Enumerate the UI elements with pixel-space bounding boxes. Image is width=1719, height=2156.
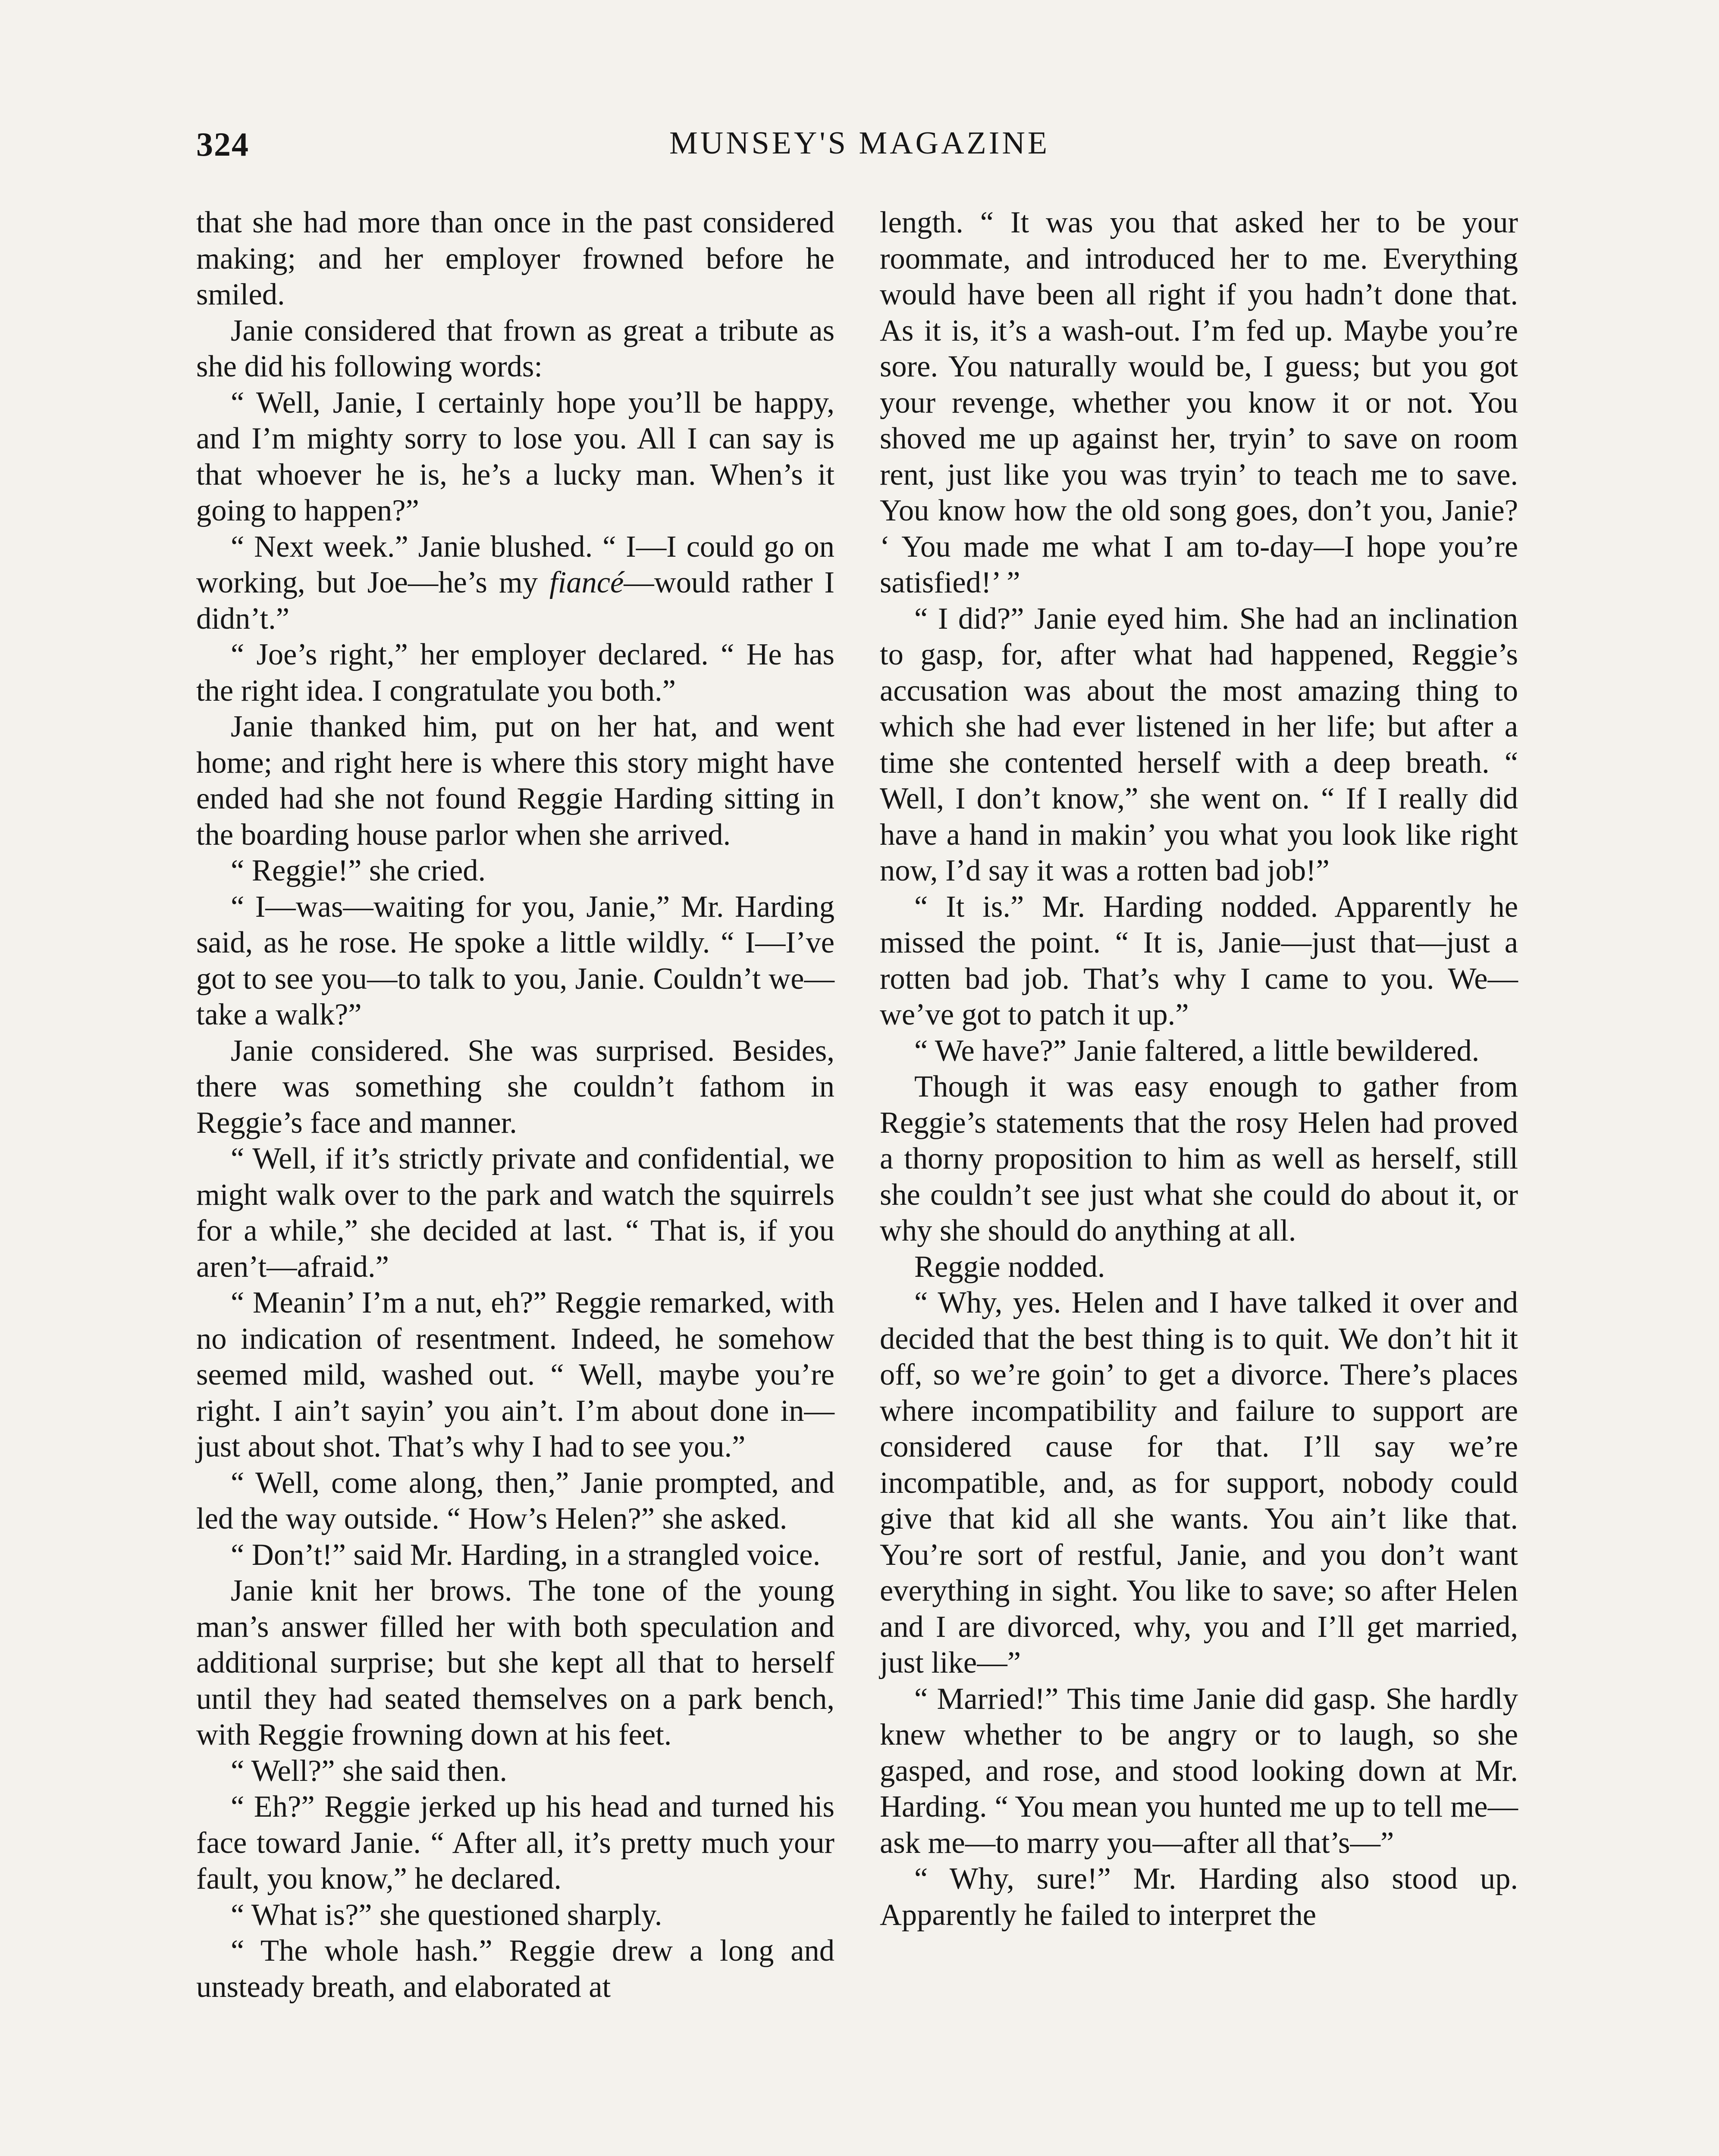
paragraph: “ Why, sure!” Mr. Harding also stood up. Apparently he failed to interpret the bbox=[880, 1862, 1518, 1932]
paragraph: Reggie nodded. bbox=[914, 1250, 1105, 1284]
paragraph: “ The whole hash.” Reggie drew a long and unsteady breath, and elaborated at bbox=[196, 1934, 834, 2004]
paragraph: “ Joe’s right,” her employer declared. “ He has the right idea. I congratulate you both.” bbox=[196, 638, 834, 708]
paragraph: “ Well?” she said then. bbox=[231, 1754, 508, 1788]
paragraph: “ Meanin’ I’m a nut, eh?” Reggie remarked, with no indication of resentment. Indeed, he somehow seemed mild, washed out. “ Well, maybe you’re right. I ain’t sayin’ you ain’t. I’m about done in—just about shot. That’s why I had to see you.” bbox=[196, 1286, 834, 1463]
paragraph: “ Don’t!” said Mr. Harding, in a strangled voice. bbox=[231, 1538, 821, 1572]
paragraph: “ It is.” Mr. Harding nodded. Apparently he missed the point. “ It is, Janie—just that—just a rotten bad job. That’s why I came to you. We—we’ve got to patch it up.” bbox=[880, 890, 1518, 1031]
paragraph: “ Eh?” Reggie jerked up his head and turned his face toward Janie. “ After all, it’s pretty much your fault, you know,” he declared. bbox=[196, 1790, 834, 1896]
paragraph: “ We have?” Janie faltered, a little bewildered. bbox=[914, 1034, 1480, 1068]
paragraph: “ I—was—waiting for you, Janie,” Mr. Harding said, as he rose. He spoke a little wildly. “ I—I’ve got to see you—to talk to you, Janie. Couldn’t we—take a walk?” bbox=[196, 890, 834, 1031]
right-column bbox=[880, 205, 1518, 1933]
paragraph: “ Well, if it’s strictly private and confidential, we might walk over to the park and watch the squirrels for a while,” she decided at last. “ That is, if you aren’t—afraid.” bbox=[196, 1142, 834, 1284]
page-header bbox=[196, 125, 1523, 177]
paragraph: “ Well, Janie, I certainly hope you’ll be happy, and I’m mighty sorry to lose you. All I can say is that whoever he is, he’s a lucky man. When’s it going to happen?” bbox=[196, 385, 834, 527]
paragraph: “ Why, yes. Helen and I have talked it over and decided that the best thing is to quit. We don’t hit it off, so we’re goin’ to get a divorce. There’s places where incompatibility and failure to support are considered cause for that. I’ll say we’re incompatible, and, as for support, nobody could give that kid all she wants. You ain’t like that. You’re sort of restful, Janie, and you don’t want everything in sight. You like to save; so after Helen and I are divorced, why, you and I’ll get married, just like—” bbox=[880, 1286, 1518, 1680]
paragraph: Janie considered. She was surprised. Besides, there was something she couldn’t fathom in Reggie’s face and manner. bbox=[196, 1034, 834, 1140]
paragraph-text: —would rather I didn’t.” bbox=[196, 566, 834, 636]
paragraph: length. “ It was you that asked her to be your roommate, and introduced her to me. Everything would have been all right if you hadn’t done that. As it is, it’s a wash-out. I’m fed up. Maybe you’re sore. You naturally would be, I guess; but you got your revenge, whether you know it or not. You shoved me up against her, tryin’ to save on room rent, just like you was tryin’ to teach me to save. You know how the old song goes, don’t you, Janie? ‘ You made me what I am to-day—I hope you’re satisfied!’ ” bbox=[880, 206, 1518, 599]
paragraph: that she had more than once in the past considered making; and her employer frowned before he smiled. bbox=[196, 206, 834, 311]
paragraph: “ I did?” Janie eyed him. She had an inclination to gasp, for, after what had happened, Reggie’s accusation was about the most amazing thing to which she had ever listened in her life; but after a time she contented herself with a deep breath. “ Well, I don’t know,” she went on. “ If I really did have a hand in makin’ you what you look like right now, I’d say it was a rotten bad job!” bbox=[880, 602, 1518, 887]
left-column bbox=[196, 205, 834, 2005]
paragraph: Janie knit her brows. The tone of the young man’s answer filled her with both speculation and additional surprise; but she kept all that to herself until they had seated themselves on a park bench, with Reggie frowning down at his feet. bbox=[196, 1574, 834, 1752]
paragraph bbox=[196, 529, 834, 637]
paragraph: Janie thanked him, put on her hat, and went home; and right here is where this story might have ended had she not found Reggie Harding sitting in the boarding house parlor when she arrived. bbox=[196, 710, 834, 852]
paragraph: “ What is?” she questioned sharply. bbox=[231, 1898, 662, 1932]
magazine-title: MUNSEY'S MAGAZINE bbox=[669, 125, 1050, 161]
paragraph: Though it was easy enough to gather from Reggie’s statements that the rosy Helen had proved a thorny proposition to him as well as herself, still she couldn’t see just what she could do about it, or why she should do anything at all. bbox=[880, 1070, 1518, 1247]
page-number: 324 bbox=[196, 125, 249, 163]
italic-word: fiancé bbox=[549, 566, 624, 599]
paragraph: “ Married!” This time Janie did gasp. She hardly knew whether to be angry or to laugh, so she gasped, and rose, and stood looking down at Mr. Harding. “ You mean you hunted me up to tell me—ask me—to marry you—after all that’s—” bbox=[880, 1682, 1518, 1860]
paragraph: “ Reggie!” she cried. bbox=[231, 854, 486, 887]
paragraph-text: “ Next week.” Janie blushed. “ I—I could go on working, but Joe—he’s my bbox=[196, 530, 834, 599]
paragraph: “ Well, come along, then,” Janie prompted, and led the way outside. “ How’s Helen?” she asked. bbox=[196, 1466, 834, 1536]
paragraph: Janie considered that frown as great a tribute as she did his following words: bbox=[196, 313, 834, 383]
